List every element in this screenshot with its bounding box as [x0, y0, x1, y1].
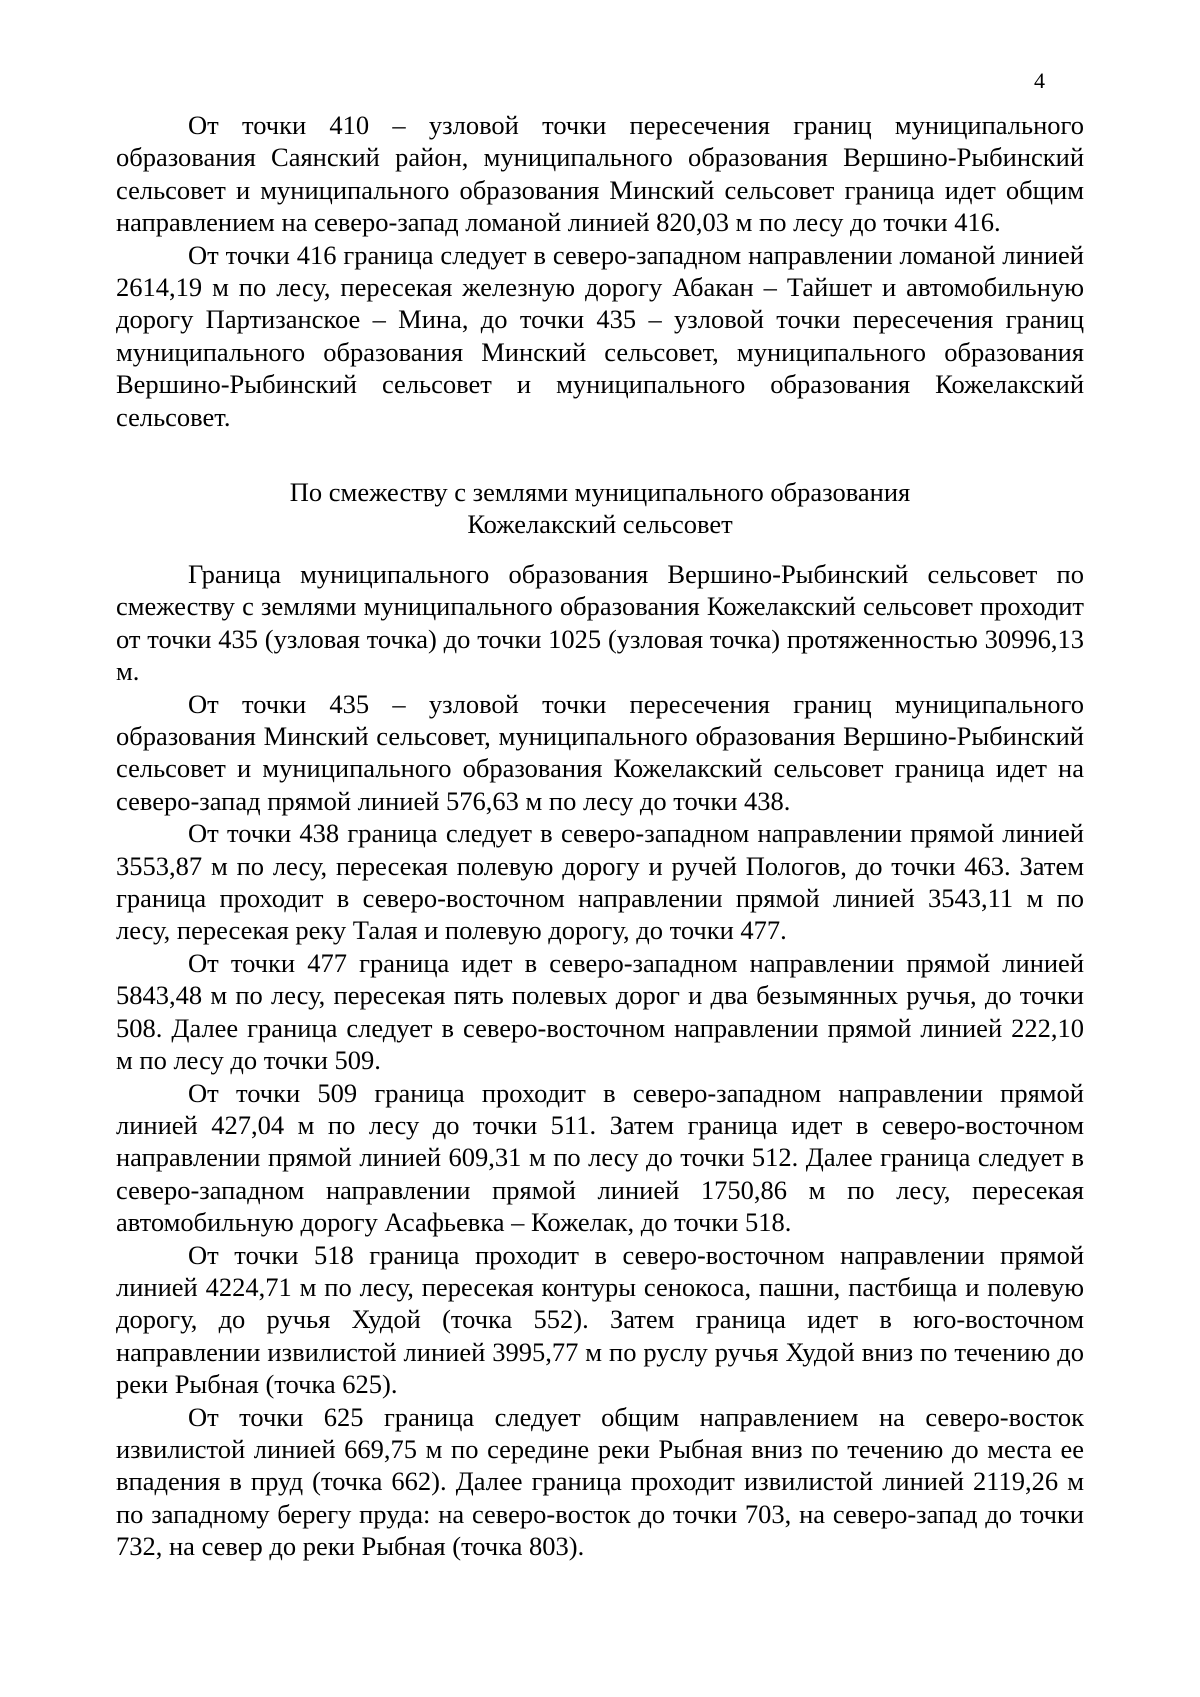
paragraph: От точки 625 граница следует общим направлением на северо-восток извилистой линией 669,75 м по середине реки Рыбная вниз по течению до места ее впадения в пруд (точка 662). Далее граница проходит извилистой линией 2119,26 м по западному берегу пруда: на северо-восток до точки 703, на северо-запад до точки 732, на север до реки Рыбная (точка 803).	[116, 1401, 1084, 1562]
section-heading-line-2: Кожелакский сельсовет	[467, 509, 733, 540]
paragraph: От точки 410 – узловой точки пересечения границ муниципального образования Саянский район, муниципального образования Вершино-Рыбинский сельсовет и муниципального образования Минский сельсовет граница идет общим направлением на северо-запад ломаной линией 820,03 м по лесу до точки 416.	[116, 110, 1084, 238]
paragraph: Граница муниципального образования Вершино-Рыбинский сельсовет по смежеству с землями муниципального образования Кожелакский сельсовет проходит от точки 435 (узловая точка) до точки 1025 (узловая точка) протяженностью 30996,13 м.	[116, 559, 1084, 687]
page-number: 4	[1034, 68, 1045, 93]
section-heading-line-1: По смежеству с землями муниципального образования	[289, 477, 911, 507]
boundary-section-minsky	[116, 109, 1084, 433]
boundary-section-kozhelaksky	[116, 558, 1084, 1563]
paragraph: От точки 518 граница проходит в северо-восточном направлении прямой линией 4224,71 м по лесу, пересекая контуры сенокоса, пашни, пастбища и полевую дорогу, до ручья Худой (точка 552). Затем граница идет в юго-восточном направлении извилистой линией 3995,77 м по руслу ручья Худой вниз по течению до реки Рыбная (точка 625).	[116, 1239, 1084, 1400]
paragraph: От точки 438 граница следует в северо-западном направлении прямой линией 3553,87 м по лесу, пересекая полевую дорогу и ручей Пологов, до точки 463. Затем граница проходит в северо-восточном направлении прямой линией 3543,11 м по лесу, пересекая реку Талая и полевую дорогу, до точки 477.	[116, 818, 1084, 946]
paragraph: От точки 509 граница проходит в северо-западном направлении прямой линией 427,04 м по лесу до точки 511. Затем граница идет в северо-восточном направлении прямой линией 609,31 м по лесу до точки 512. Далее граница следует в северо-западном направлении прямой линией 1750,86 м по лесу, пересекая автомобильную дорогу Асафьевка – Кожелак, до точки 518.	[116, 1077, 1084, 1238]
section-heading	[116, 476, 1084, 541]
paragraph: От точки 477 граница идет в северо-западном направлении прямой линией 5843,48 м по лесу, пересекая пять полевых дорог и два безымянных ручья, до точки 508. Далее граница следует в северо-восточном направлении прямой линией 222,10 м по лесу до точки 509.	[116, 947, 1084, 1076]
paragraph: От точки 416 граница следует в северо-западном направлении ломаной линией 2614,19 м по лесу, пересекая железную дорогу Абакан – Тайшет и автомобильную дорогу Партизанское – Мина, до точки 435 – узловой точки пересечения границ муниципального образования Минский сельсовет, муниципального образования Вершино-Рыбинский сельсовет и муниципального образования Кожелакский сельсовет.	[116, 239, 1084, 432]
paragraph: От точки 435 – узловой точки пересечения границ муниципального образования Минский сельсовет, муниципального образования Вершино-Рыбинский сельсовет и муниципального образования Кожелакский сельсовет граница идет на северо-запад прямой линией 576,63 м по лесу до точки 438.	[116, 688, 1084, 816]
